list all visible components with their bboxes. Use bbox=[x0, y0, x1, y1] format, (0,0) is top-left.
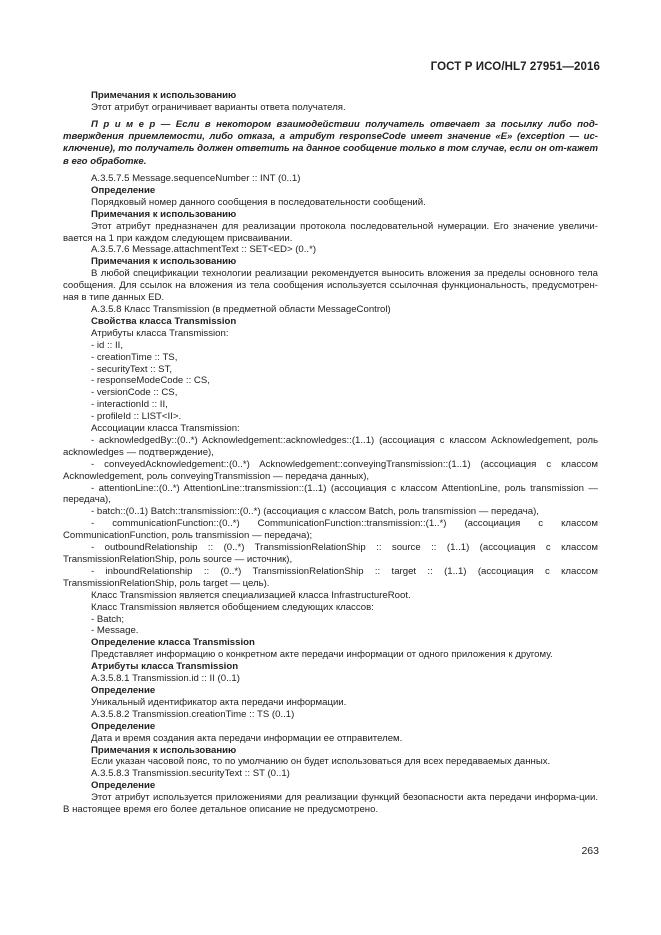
definition-heading: Определение bbox=[91, 184, 156, 196]
section-heading: А.3.5.7.5 Message.sequenceNumber :: INT (0..1) bbox=[91, 173, 301, 184]
section-heading: А.3.5.7.6 Message.attachmentText :: SET<ED> (0..*) bbox=[91, 244, 317, 256]
page-number: 263 bbox=[581, 845, 599, 857]
list-item: - versionCode :: CS, bbox=[91, 387, 178, 399]
list-item: - interactionId :: II, bbox=[91, 399, 168, 411]
list-item: - communicationFunction::(0..*) CommunicationFunction::transmission::(1..*) (ассоциация с классом CommunicationFunction, роль transmission — передача); bbox=[63, 518, 598, 542]
paragraph: Этот атрибут ограничивает варианты ответа получателя. bbox=[91, 101, 346, 113]
paragraph: Класс Transmission является специализацией класса InfrastructureRoot. bbox=[91, 589, 411, 601]
definition-heading: Определение bbox=[91, 684, 156, 696]
paragraph: Порядковый номер данного сообщения в последовательности сообщений. bbox=[91, 196, 426, 208]
paragraph: В любой спецификации технологии реализации рекомендуется выносить вложения за пределы основного тела сообщения. Для ссылок на вложения из тела сообщения используется ссылочная функциональность, предусмотрен-ная в типе данных ED. bbox=[63, 268, 598, 304]
usage-notes-heading: Примечания к использованию bbox=[91, 744, 237, 756]
paragraph: Если указан часовой пояс, то по умолчанию он будет использоваться для всех передаваемых данных. bbox=[91, 756, 551, 768]
section-heading: А.3.5.8.2 Transmission.creationTime :: TS (0..1) bbox=[91, 708, 295, 720]
list-item: - securityText :: ST, bbox=[91, 363, 173, 375]
page-content bbox=[63, 90, 598, 816]
list-item: - attentionLine::(0..*) AttentionLine::transmission::(1..1) (ассоциация с классом AttentionLine, роль transmission — передача), bbox=[63, 482, 598, 506]
list-item: - creationTime :: TS, bbox=[91, 351, 178, 363]
paragraph: Представляет информацию о конкретном акте передачи информации от одного приложения к другому. bbox=[91, 649, 553, 661]
section-heading: А.3.5.8.3 Transmission.securityText :: ST (0..1) bbox=[91, 768, 290, 780]
class-definition-heading: Определение класса Transmission bbox=[91, 637, 255, 649]
paragraph: Ассоциации класса Transmission: bbox=[91, 423, 240, 435]
paragraph: Атрибуты класса Transmission: bbox=[91, 327, 229, 339]
list-item: - profileId :: LIST<II>. bbox=[91, 411, 182, 423]
example-note: П р и м е р — Если в некотором взаимодействии получатель отвечает за посылку либо под-тверждения приемлемости, либо отказа, а атрибут responseCode имеет значение «Е» (exception — ис-ключение), то получатель должен ответить на данное сообщение только в том случае, если он от-кажет в его обработке. bbox=[63, 118, 598, 167]
paragraph: Уникальный идентификатор акта передачи информации. bbox=[91, 696, 347, 708]
paragraph: Этот атрибут используется приложениями для реализации функций безопасности акта передачи информа-ции. В настоящее время его более детальное описание не предусмотрено. bbox=[63, 792, 598, 816]
usage-notes-heading: Примечания к использованию bbox=[91, 208, 237, 220]
section-heading: А.3.5.8.1 Transmission.id :: II (0..1) bbox=[91, 673, 240, 685]
usage-notes-heading: Примечания к использованию bbox=[91, 90, 237, 101]
list-item: - acknowledgedBy::(0..*) Acknowledgement::acknowledges::(1..1) (ассоциация с классом Acknowledgement, роль acknowledges — подтверждение), bbox=[63, 434, 598, 458]
list-item: - batch::(0..1) Batch::transmission::(0..*) (ассоциация с классом Batch, роль transmission — передача), bbox=[91, 506, 539, 518]
list-item: - inboundRelationship :: (0..*) TransmissionRelationShip :: target :: (1..1) (ассоциация с классом TransmissionRelationShip, роль target — цель). bbox=[63, 565, 598, 589]
class-attributes-heading: Атрибуты класса Transmission bbox=[91, 661, 239, 673]
document-header: ГОСТ Р ИСО/HL7 27951—2016 bbox=[430, 61, 600, 73]
paragraph: Этот атрибут предназначен для реализации протокола последовательной нумерации. Его значение увеличи-вается на 1 при каждом следующем присваивании. bbox=[63, 220, 598, 244]
usage-notes-heading: Примечания к использованию bbox=[91, 256, 237, 268]
list-item: - conveyedAcknowledgement::(0..*) Acknowledgement::conveyingTransmission::(1..1) (ассоциация с классом Acknowledgement, роль conveyingTransmission — передача данных), bbox=[63, 458, 598, 482]
list-item: - responseModeCode :: CS, bbox=[91, 375, 210, 387]
list-item: - Message. bbox=[91, 625, 139, 637]
paragraph: Дата и время создания акта передачи информации ее отправителем. bbox=[91, 732, 403, 744]
list-item: - Batch; bbox=[91, 613, 125, 625]
class-properties-heading: Свойства класса Transmission bbox=[91, 315, 237, 327]
definition-heading: Определение bbox=[91, 780, 156, 792]
paragraph: Класс Transmission является обобщением следующих классов: bbox=[91, 601, 374, 613]
section-heading: А.3.5.8 Класс Transmission (в предметной области MessageControl) bbox=[91, 303, 391, 315]
list-item: - id :: II, bbox=[91, 339, 123, 351]
list-item: - outboundRelationship :: (0..*) TransmissionRelationShip :: source :: (1..1) (ассоциация с классом TransmissionRelationShip, роль source — источник), bbox=[63, 542, 598, 565]
definition-heading: Определение bbox=[91, 720, 156, 732]
